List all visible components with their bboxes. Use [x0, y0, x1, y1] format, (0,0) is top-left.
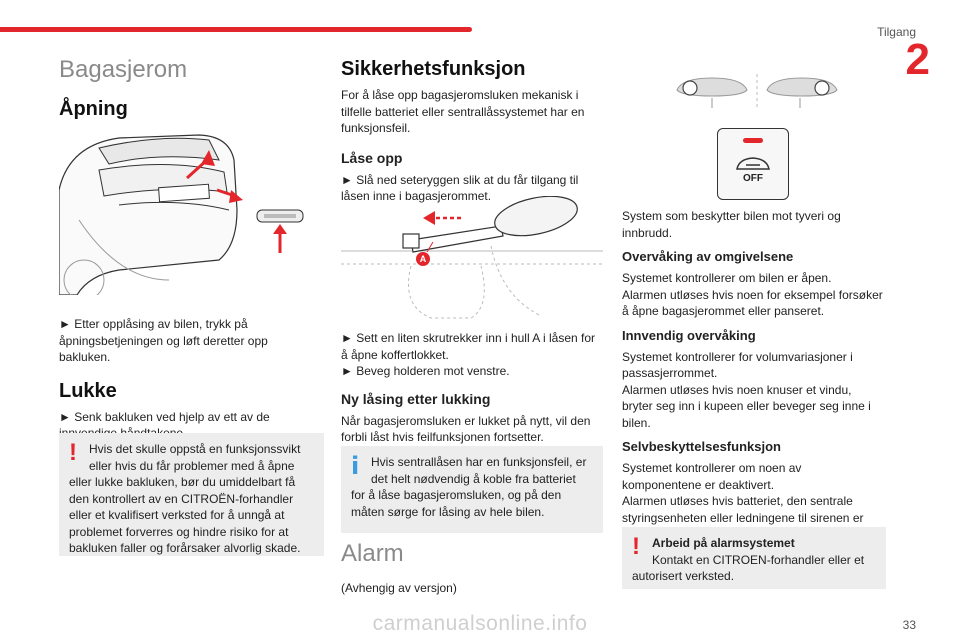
interior-line: bryter seg inn i kupeen eller beveger seg inne i	[622, 399, 871, 413]
perimeter-line: Systemet kontrollerer om bilen er åpen.	[622, 271, 832, 285]
warning-line: eller et kvalifisert verksted for å unngå at	[69, 508, 285, 522]
alarm-intro-line: innbrudd.	[622, 225, 673, 240]
figure-label-a: A	[419, 254, 427, 264]
perimeter-line: å åpne bagasjerommet eller panseret.	[622, 304, 825, 318]
warning-line: bakluken faller og forårsaker alvorlig skade.	[69, 541, 301, 555]
heading-relock: Ny låsing etter lukking	[341, 390, 491, 407]
warning-title: Arbeid på alarmsystemet	[652, 536, 795, 550]
chapter-number: 2	[905, 35, 930, 84]
page-number: 33	[902, 618, 916, 632]
intro-line: For å låse opp bagasjeromsluken mekanisk i	[341, 88, 579, 102]
alarm-version-note: (Avhengig av versjon)	[341, 581, 457, 595]
interior-line: passasjerrommet.	[622, 366, 718, 380]
heading-interior: Innvendig overvåking	[622, 327, 756, 343]
info-box-central-lock	[341, 446, 603, 533]
warning-box-alarm	[622, 527, 886, 589]
step-line: å åpne koffertlokket.	[341, 347, 449, 362]
warning-line: problemet forverres og hindre risiko for at	[69, 524, 289, 539]
intro-line: funksjonsfeil.	[341, 121, 411, 135]
steps-and-relock	[341, 330, 606, 446]
warning-line: Kontakt en CITROEN-forhandler eller et	[652, 552, 865, 567]
interior-line: bilen.	[622, 415, 651, 430]
opening-instructions	[59, 316, 324, 442]
alarm-heading-block	[341, 540, 606, 597]
screwdriver-illustration	[341, 196, 603, 321]
opening-text-line: ► Etter opplåsing av bilen, trykk på	[59, 317, 248, 331]
heading-unlock: Låse opp	[341, 149, 403, 166]
car-rear-illustration	[59, 130, 314, 295]
info-line: det helt nødvendig å koble fra batteriet	[371, 471, 576, 486]
info-icon: i	[351, 452, 360, 480]
heading-perimeter: Overvåking av omgivelsene	[622, 249, 794, 264]
perimeter-line: Alarmen utløses hvis noen for eksempel forsøker	[622, 287, 883, 302]
unlock-line: låsen inne i bagasjerommet.	[341, 189, 492, 203]
interior-line: Systemet kontrollerer for volumvariasjoner i	[622, 349, 853, 364]
info-line: Hvis sentrallåsen har en funksjonsfeil, er	[371, 455, 587, 469]
section-title-alarm: Alarm	[341, 540, 404, 567]
close-text-line: ► Senk bakluken ved hjelp av ett av de	[59, 409, 270, 424]
off-label: OFF	[743, 173, 763, 184]
step-line: ► Sett en liten skrutrekker inn i hull A i låsen for	[341, 331, 595, 345]
warning-line: autorisert verksted.	[632, 569, 735, 583]
intro-line: tilfelle batteriet eller sentrallåssystemet har en	[341, 104, 585, 119]
mirror-sensors-illustration	[672, 72, 847, 112]
info-line: for å låse bagasjeromsluken, og på den	[351, 488, 562, 502]
warning-line: den kontrollert av en CITROËN-forhandler	[69, 491, 294, 506]
heading-opening: Åpning	[59, 98, 128, 120]
warning-line: eller hvis du får problemer med å åpne	[89, 458, 295, 473]
column-2	[341, 58, 606, 205]
watermark: carmanualsonline.info	[372, 612, 588, 635]
alarm-off-button[interactable]	[717, 128, 789, 200]
section-title-bagasjerom: Bagasjerom	[59, 56, 188, 83]
self-line: Alarmen utløses hvis batteriet, den sentrale	[622, 494, 853, 508]
interior-line: Alarmen utløses hvis noen knuser et vindu,	[622, 382, 852, 397]
section-name: Tilgang	[877, 25, 916, 39]
heading-close: Lukke	[59, 379, 117, 402]
alarm-led-indicator	[743, 138, 763, 143]
warning-icon: !	[632, 533, 640, 560]
warning-line: Hvis det skulle oppstå en funksjonssvikt	[89, 442, 301, 456]
alarm-intro-line: System som beskytter bilen mot tyveri og	[622, 209, 841, 223]
warning-line: eller lukke bakluken, bør du umiddelbart få	[69, 475, 296, 489]
opening-text-line: åpningsbetjeningen og løft deretter opp	[59, 333, 268, 348]
warning-icon: !	[69, 439, 77, 466]
step-line: ► Beveg holderen mot venstre.	[341, 364, 510, 378]
warning-box-tailgate	[59, 433, 324, 556]
car-alarm-icon	[734, 155, 772, 171]
opening-text-line: bakluken.	[59, 350, 111, 364]
self-line: Systemet kontrollerer om noen av	[622, 461, 802, 475]
column-3	[622, 208, 892, 543]
unlock-line: ► Slå ned seteryggen slik at du får tilgang til	[341, 172, 579, 187]
self-line: komponentene er deaktivert.	[622, 477, 775, 492]
header-accent-bar	[0, 27, 472, 32]
relock-line: Når bagasjeromsluken er lukket på nytt, vil den	[341, 413, 591, 428]
heading-self-protection: Selvbeskyttelsesfunksjon	[622, 439, 781, 454]
relock-line: forbli låst hvis feilfunksjonen fortsetter.	[341, 430, 544, 444]
self-line: styringsenheten eller ledningene til sirenen er	[622, 510, 864, 525]
info-line: måten sørge for låsing av hele bilen.	[351, 504, 545, 519]
section-title-safety: Sikkerhetsfunksjon	[341, 58, 526, 80]
column-1	[59, 56, 324, 121]
